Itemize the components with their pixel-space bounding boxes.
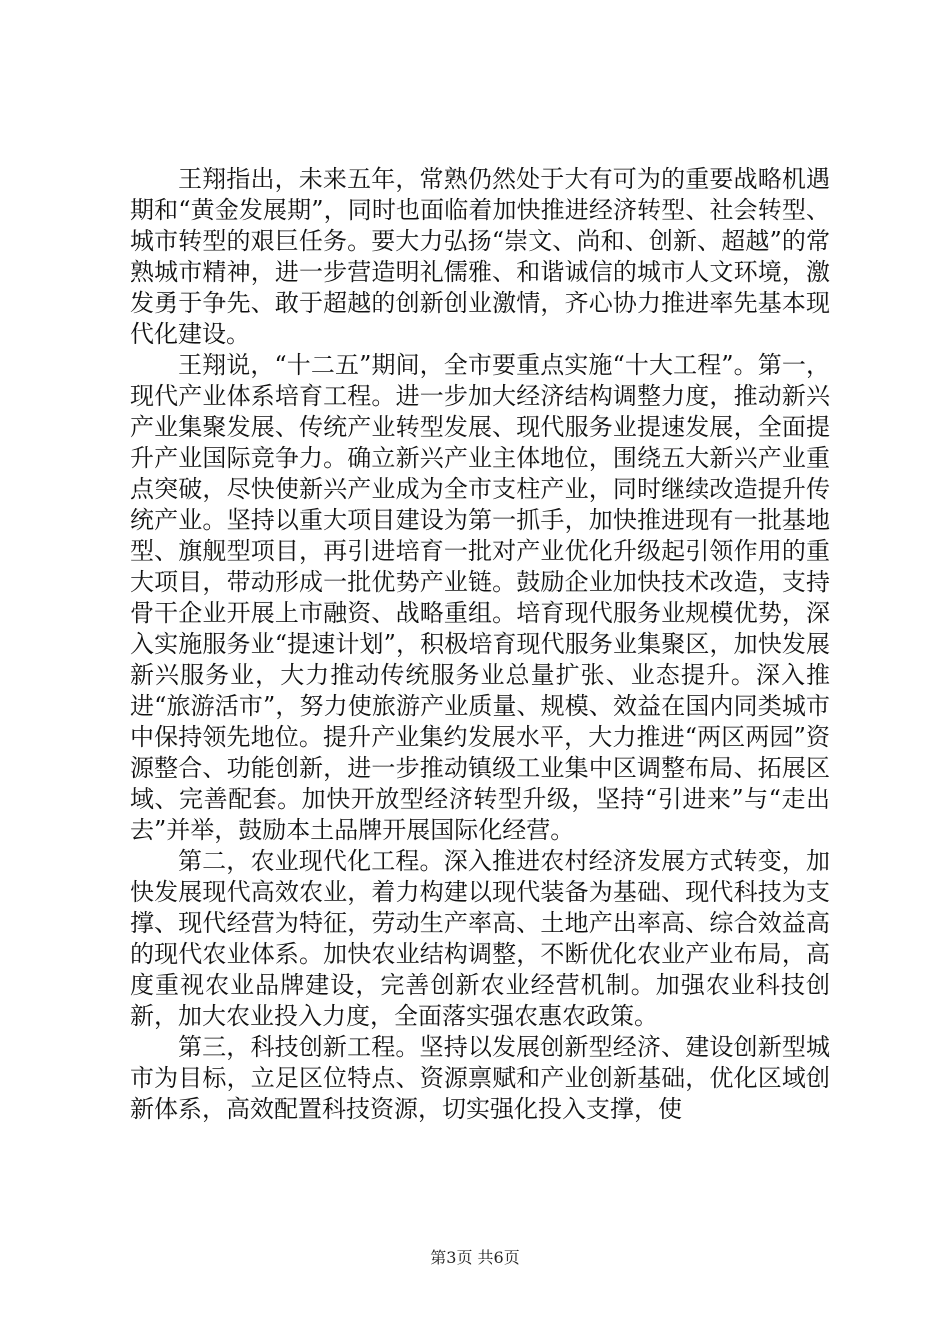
paragraph-3: 第二，农业现代化工程。深入推进农村经济发展方式转变，加快发展现代高效农业，着力构建以现代装备为基础、现代科技为支撑、现代经营为特征，劳动生产率高、土地产出率高、综合效益高的现代农业体系。加快农业结构调整，不断优化农业产业布局，高度重视农业品牌建设，完善创新农业经营机制。加强农业科技创新，加大农业投入力度，全面落实强农惠农政策。 bbox=[130, 847, 830, 1030]
paragraph-4: 第三，科技创新工程。坚持以发展创新型经济、建设创新型城市为目标，立足区位特点、资源禀赋和产业创新基础，优化区域创新体系，高效配置科技资源，切实强化投入支撑，使 bbox=[130, 1033, 830, 1123]
document-body bbox=[130, 164, 830, 1125]
paragraph-2: 王翔说，“十二五”期间，全市要重点实施“十大工程”。第一，现代产业体系培育工程。进一步加大经济结构调整力度，推动新兴产业集聚发展、传统产业转型发展、现代服务业提速发展，全面提升产业国际竞争力。确立新兴产业主体地位，围绕五大新兴产业重点突破，尽快使新兴产业成为全市支柱产业，同时继续改造提升传统产业。坚持以重大项目建设为第一抓手，加快推进现有一批基地型、旗舰型项目，再引进培育一批对产业优化升级起引领作用的重大项目，带动形成一批优势产业链。鼓励企业加快技术改造，支持骨干企业开展上市融资、战略重组。培育现代服务业规模优势，深入实施服务业“提速计划”，积极培育现代服务业集聚区，加快发展新兴服务业，大力推动传统服务业总量扩张、业态提升。深入推进“旅游活市”，努力使旅游产业质量、规模、效益在国内同类城市中保持领先地位。提升产业集约发展水平，大力推进“两区两园”资源整合、功能创新，进一步推动镇级工业集中区调整布局、拓展区域、完善配套。加快开放型经济转型升级，坚持“引进来”与“走出去”并举，鼓励本土品牌开展国际化经营。 bbox=[130, 351, 830, 844]
paragraph-1: 王翔指出，未来五年，常熟仍然处于大有可为的重要战略机遇期和“黄金发展期”，同时也面临着加快推进经济转型、社会转型、城市转型的艰巨任务。要大力弘扬“崇文、尚和、创新、超越”的常熟城市精神，进一步营造明礼儒雅、和谐诚信的城市人文环境，激发勇于争先、敢于超越的创新创业激情，齐心协力推进率先基本现代化建设。 bbox=[130, 165, 830, 348]
page-footer: 第3页 共6页 bbox=[430, 1248, 520, 1267]
